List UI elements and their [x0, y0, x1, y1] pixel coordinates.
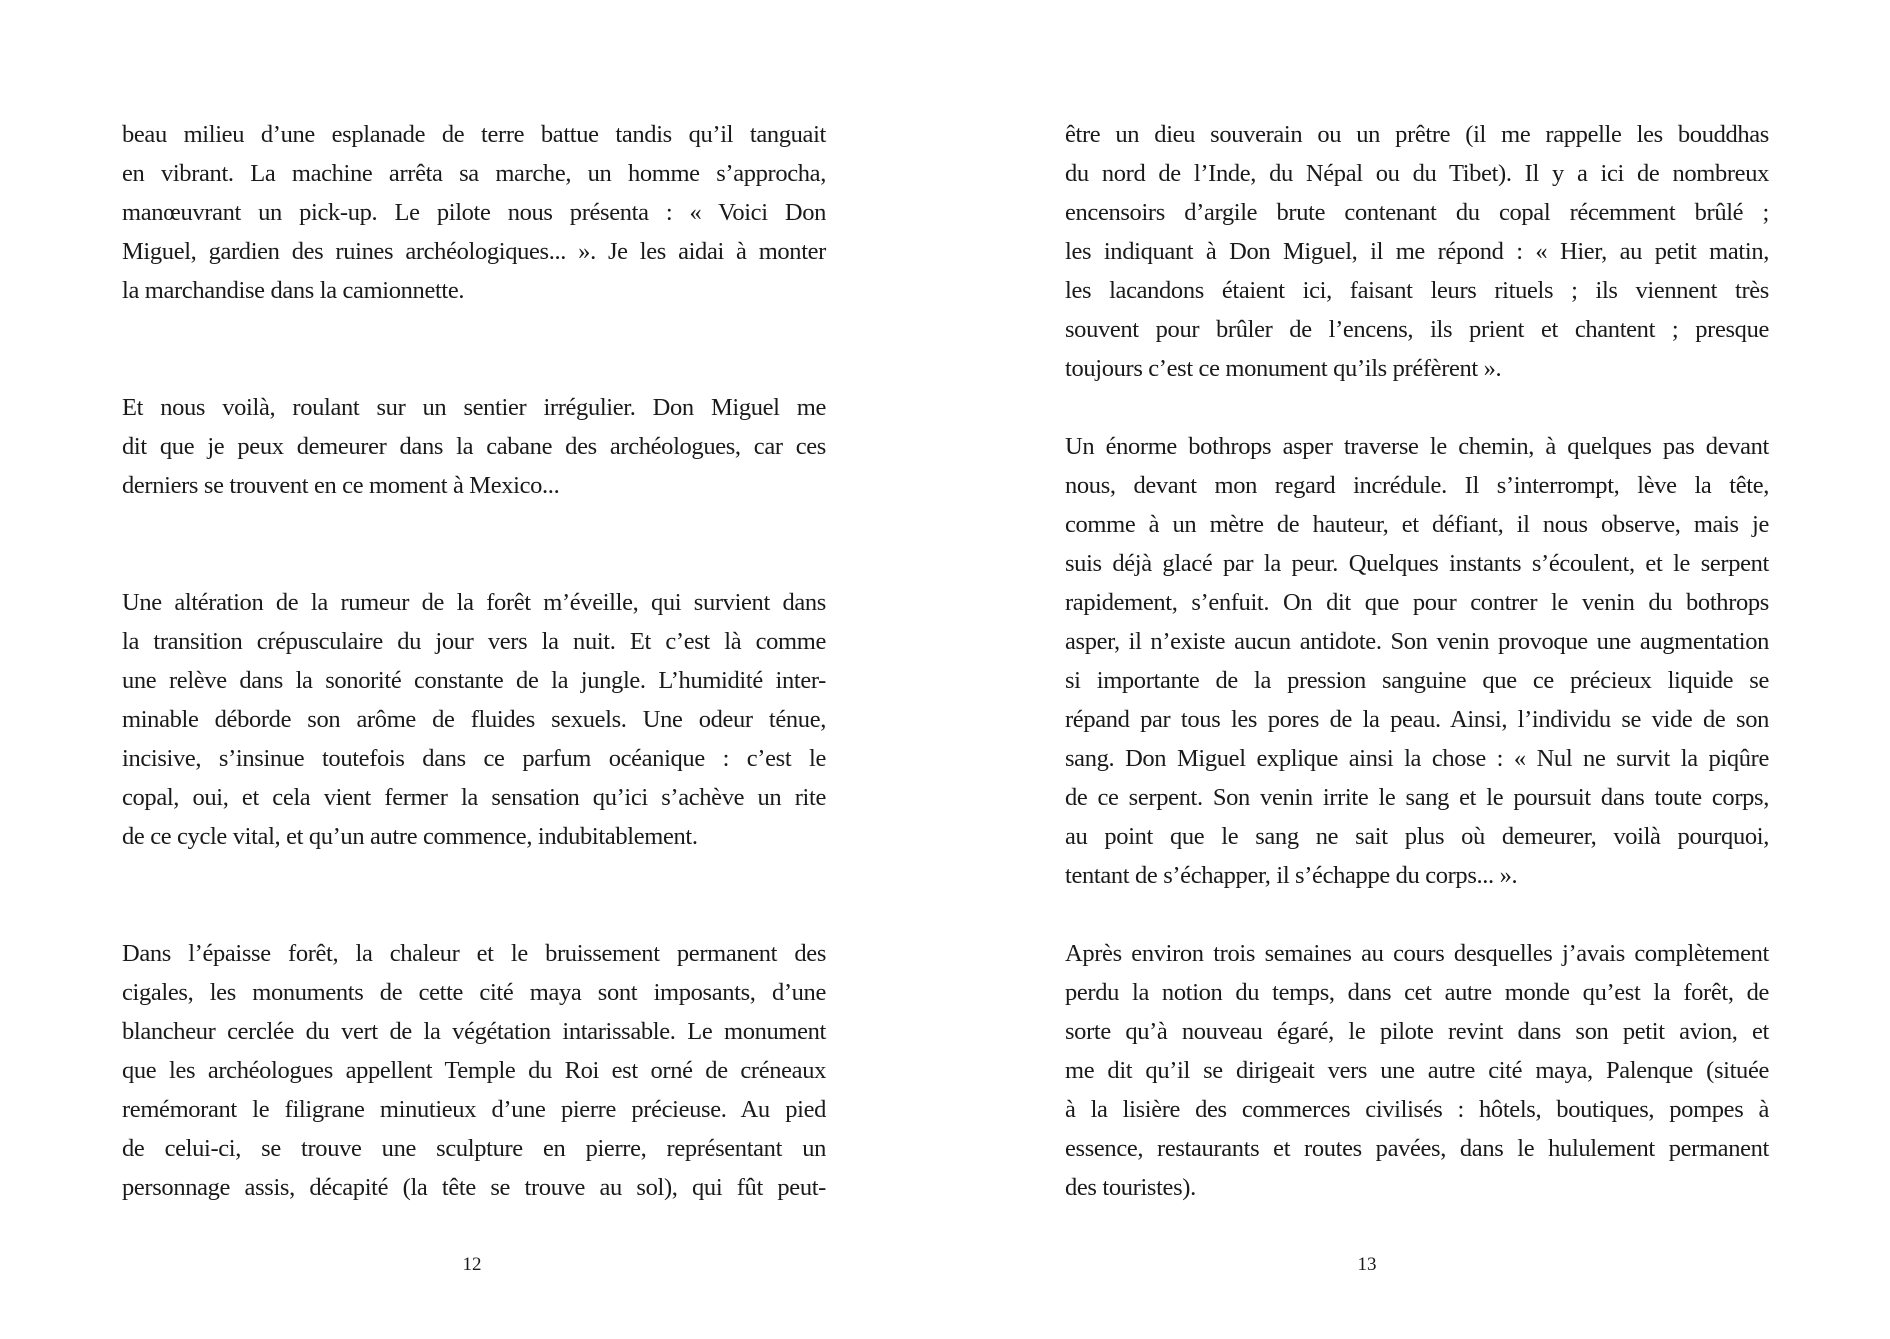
text-line: les indiquant à Don Miguel, il me répond : « Hier, au petit matin,	[1065, 238, 1769, 265]
text-line: les lacandons étaient ici, faisant leurs rituels ; ils viennent très	[1065, 277, 1769, 304]
text-line: copal, oui, et cela vient fermer la sensation qu’ici s’achève un rite	[122, 784, 826, 811]
text-line: Un énorme bothrops asper traverse le chemin, à quelques pas devant	[1065, 433, 1769, 460]
text-line: de celui-ci, se trouve une sculpture en pierre, représentant un	[122, 1135, 826, 1162]
paragraph-spacer	[122, 895, 826, 934]
text-line: minable déborde son arôme de fluides sexuels. Une odeur ténue,	[122, 706, 826, 733]
page-number: 13	[1357, 1254, 1377, 1275]
text-line: sang. Don Miguel explique ainsi la chose : « Nul ne survit la piqûre	[1065, 745, 1769, 772]
paragraph-spacer	[122, 349, 826, 388]
paragraph-spacer	[122, 856, 826, 895]
text-line: de ce serpent. Son venin irrite le sang et le poursuit dans toute corps,	[1065, 784, 1769, 811]
text-line: essence, restaurants et routes pavées, dans le hululement permanent	[1065, 1135, 1769, 1162]
text-line: nous, devant mon regard incrédule. Il s’interrompt, lève la tête,	[1065, 472, 1769, 499]
text-line: manœuvrant un pick-up. Le pilote nous présenta : « Voici Don	[122, 199, 826, 226]
paragraph-spacer	[1065, 895, 1769, 934]
paragraph	[1065, 427, 1769, 895]
paragraph-spacer	[1065, 388, 1769, 427]
text-line: encensoirs d’argile brute contenant du copal récemment brûlé ;	[1065, 199, 1769, 226]
paragraph	[122, 388, 826, 505]
page-number: 12	[462, 1254, 482, 1275]
text-line: à la lisière des commerces civilisés : hôtels, boutiques, pompes à	[1065, 1096, 1769, 1123]
text-line: Miguel, gardien des ruines archéologiques... ». Je les aidai à monter	[122, 238, 826, 265]
text-line: répand par tous les pores de la peau. Ainsi, l’individu se vide de son	[1065, 706, 1769, 733]
text-line: toujours c’est ce monument qu’ils préfèrent ».	[1065, 355, 1502, 382]
text-line: beau milieu d’une esplanade de terre battue tandis qu’il tanguait	[122, 121, 826, 148]
text-line: rapidement, s’enfuit. On dit que pour contrer le venin du bothrops	[1065, 589, 1769, 616]
paragraph	[1065, 934, 1769, 1207]
text-line: la marchandise dans la camionnette.	[122, 277, 465, 304]
text-line: que les archéologues appellent Temple du Roi est orné de créneaux	[122, 1057, 826, 1084]
text-line: Une altération de la rumeur de la forêt m’éveille, qui survient dans	[122, 589, 826, 616]
text-line: la transition crépusculaire du jour vers la nuit. Et c’est là comme	[122, 628, 826, 655]
left-page-text	[122, 115, 826, 1207]
text-line: au point que le sang ne sait plus où demeurer, voilà pourquoi,	[1065, 823, 1769, 850]
text-line: comme à un mètre de hauteur, et défiant, il nous observe, mais je	[1065, 511, 1769, 538]
text-line: être un dieu souverain ou un prêtre (il me rappelle les bouddhas	[1065, 121, 1769, 148]
paragraph-spacer	[122, 310, 826, 349]
text-line: Après environ trois semaines au cours desquelles j’avais complètement	[1065, 940, 1769, 967]
right-page	[945, 0, 1890, 1339]
text-line: Dans l’épaisse forêt, la chaleur et le bruissement permanent des	[122, 940, 826, 967]
text-line: de ce cycle vital, et qu’un autre commence, indubitablement.	[122, 823, 698, 850]
text-line: dit que je peux demeurer dans la cabane des archéologues, car ces	[122, 433, 826, 460]
text-line: remémorant le filigrane minutieux d’une pierre précieuse. Au pied	[122, 1096, 826, 1123]
text-line: Et nous voilà, roulant sur un sentier irrégulier. Don Miguel me	[122, 394, 826, 421]
paragraph-spacer	[122, 505, 826, 544]
text-line: cigales, les monuments de cette cité maya sont imposants, d’une	[122, 979, 826, 1006]
text-line: personnage assis, décapité (la tête se trouve au sol), qui fût peut-	[122, 1174, 826, 1201]
text-line: derniers se trouvent en ce moment à Mexico...	[122, 472, 560, 499]
paragraph	[122, 934, 826, 1207]
text-line: tentant de s’échapper, il s’échappe du corps... ».	[1065, 862, 1518, 889]
text-line: asper, il n’existe aucun antidote. Son venin provoque une augmentation	[1065, 628, 1769, 655]
right-page-text	[1065, 115, 1769, 1207]
text-line: blancheur cerclée du vert de la végétation intarissable. Le monument	[122, 1018, 826, 1045]
text-line: du nord de l’Inde, du Népal ou du Tibet). Il y a ici de nombreux	[1065, 160, 1769, 187]
text-line: sorte qu’à nouveau égaré, le pilote revint dans son petit avion, et	[1065, 1018, 1769, 1045]
text-line: si importante de la pression sanguine que ce précieux liquide se	[1065, 667, 1769, 694]
text-line: suis déjà glacé par la peur. Quelques instants s’écoulent, et le serpent	[1065, 550, 1769, 577]
text-line: une relève dans la sonorité constante de la jungle. L’humidité inter-	[122, 667, 826, 694]
text-line: incisive, s’insinue toutefois dans ce parfum océanique : c’est le	[122, 745, 826, 772]
paragraph	[122, 115, 826, 310]
text-line: des touristes).	[1065, 1174, 1196, 1201]
paragraph-spacer	[122, 544, 826, 583]
paragraph	[122, 583, 826, 856]
text-line: souvent pour brûler de l’encens, ils prient et chantent ; presque	[1065, 316, 1769, 343]
paragraph	[1065, 115, 1769, 388]
text-line: perdu la notion du temps, dans cet autre monde qu’est la forêt, de	[1065, 979, 1769, 1006]
text-line: en vibrant. La machine arrêta sa marche, un homme s’approcha,	[122, 160, 826, 187]
text-line: me dit qu’il se dirigeait vers une autre cité maya, Palenque (située	[1065, 1057, 1769, 1084]
